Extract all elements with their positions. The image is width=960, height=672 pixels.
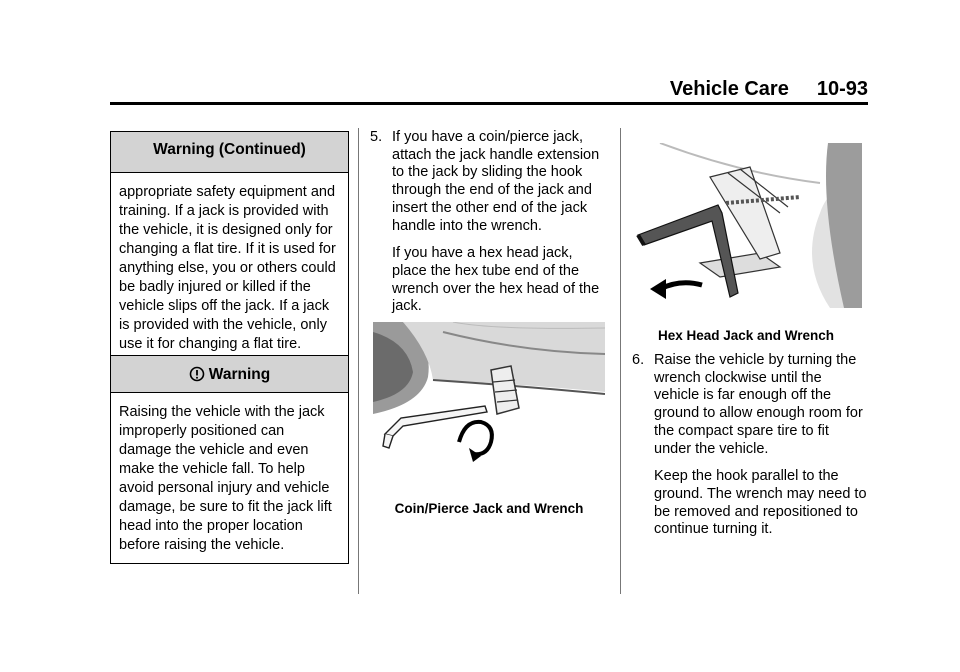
warning-title-bar	[111, 356, 348, 393]
warning-box	[110, 355, 349, 564]
step-text: Raise the vehicle by turning the wrench clockwise until the vehicle is far enough off the ground to allow enough room for the compact spare tire to fit under the vehicle.	[654, 352, 863, 457]
step-6	[632, 352, 868, 539]
column-divider	[358, 128, 359, 594]
column-divider	[620, 128, 621, 594]
step-5	[370, 129, 610, 316]
step-text: If you have a coin/pierce jack, attach the jack handle extension to the jack by sliding the hook through the end of the jack and insert the other end of the jack handle into the wrench.	[392, 129, 600, 234]
warning-body: Raising the vehicle with the jack improperly positioned can damage the vehicle and even make the vehicle fall. To help avoid personal injury and vehicle damage, be sure to fit the jack lift head into the proper location before raising the vehicle.	[119, 404, 332, 553]
section-title: Vehicle Care	[669, 78, 789, 100]
header-rule	[110, 102, 868, 105]
page-number: 10-93	[816, 78, 868, 100]
step-text-secondary: Keep the hook parallel to the ground. The wrench may need to be removed and repositioned to continue turning it.	[654, 468, 867, 538]
coin-pierce-jack-figure	[373, 322, 605, 492]
page-header	[0, 78, 868, 101]
warning-continued-box	[110, 131, 349, 363]
warning-continued-body: appropriate safety equipment and training. If a jack is provided with the vehicle, it is designed only for changing a flat tire. If it is used for anything else, you or others could be badly injured or killed if the vehicle slips off the jack. If a jack is provided with the vehicle, only use it for changing a flat tire.	[119, 184, 336, 352]
warning-continued-title: Warning (Continued)	[111, 132, 348, 173]
step-number: 6.	[632, 352, 645, 368]
figure-caption: Coin/Pierce Jack and Wrench	[394, 501, 584, 516]
warning-icon	[189, 356, 205, 392]
step-text-secondary: If you have a hex head jack, place the hex tube end of the wrench over the hex head of the jack.	[392, 245, 600, 315]
step-number: 5.	[370, 129, 383, 145]
figure-caption: Hex Head Jack and Wrench	[657, 328, 835, 343]
hex-head-jack-figure	[630, 143, 862, 308]
warning-title: Warning	[208, 366, 271, 383]
